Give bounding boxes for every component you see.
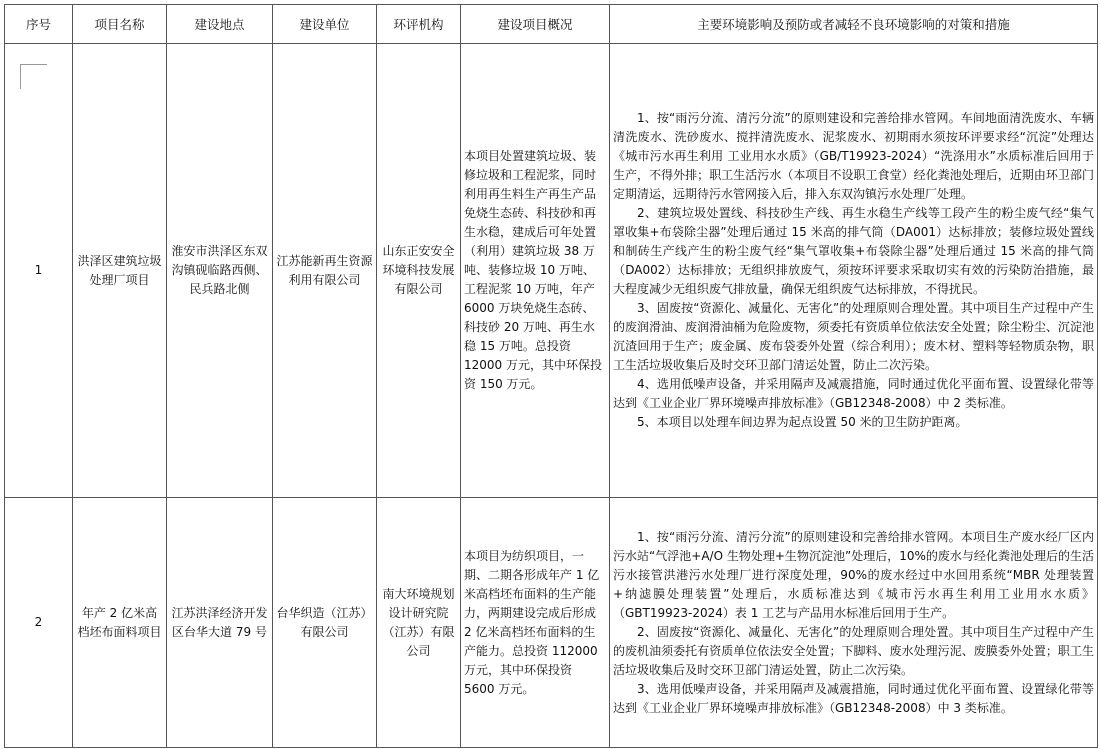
measure-item: 2、固废按“资源化、减量化、无害化”的处理原则合理处置。其中项目生产过程中产生的废机油须委托有资质单位依法安全处置；下脚料、废水处理污泥、废膜委外处置；职工生活垃圾收集后及时交环卫部门清运处置，防止二次污染。 xyxy=(613,624,1094,677)
row-measures xyxy=(610,498,1098,748)
measure-item: 1、按“雨污分流、清污分流”的原则建设和完善给排水管网。车间地面清洗废水、车辆清洗废水、洗砂废水、搅拌清洗废水、泥浆废水、初期雨水须按环评要求经“沉淀”处理达《城市污水再生利用 工业用水水质》（GB/T19923-2024）“洗涤用水”水质标准后回用于生产，不得外排；职工生活污水（本项目不设职工食堂）经化粪池处理后，近期由环卫部门定期清运，远期待污水管网接入后，排入东双沟镇污水处理厂处理。 xyxy=(613,111,1094,201)
header-builder: 建设单位 xyxy=(273,5,377,44)
measure-item: 2、建筑垃圾处置线、科技砂生产线、再生水稳生产线等工段产生的粉尘废气经“集气罩收集+布袋除尘器”处理后通过 15 米高的排气筒（DA001）达标排放；装修垃圾处置线和制砖生产线产生的粉尘废气经“集气罩收集+布袋除尘器”处理后通过 15 米高的排气筒（DA002）达标排放；无组织排放废气，须按环评要求采取切实有效的污染防治措施，最大程度减少无组织废气排放量，确保无组织废气达标排放，不得扰民。 xyxy=(613,206,1094,296)
row-project-name: 年产 2 亿米高档坯布面料项目 xyxy=(73,498,167,748)
row-agency: 南大环境规划设计研究院（江苏）有限公司 xyxy=(377,498,461,748)
row-location: 淮安市洪泽区东双沟镇砚临路西侧、民兵路北侧 xyxy=(167,44,273,498)
row-index: 2 xyxy=(5,498,73,748)
header-index: 序号 xyxy=(5,5,73,44)
measure-item: 3、选用低噪声设备，并采用隔声及减震措施，同时通过优化平面布置、设置绿化带等达到《工业企业厂界环境噪声排放标准》（GB12348-2008）中 3 类标准。 xyxy=(613,681,1094,715)
header-measures: 主要环境影响及预防或者减轻不良环境影响的对策和措施 xyxy=(610,5,1098,44)
row-overview: 本项目为纺织项目，一期、二期各形成年产 1 亿米高档坯布面料的生产能力，两期建设完成后形成 2 亿米高档坯布面料的生产能力。总投资 112000 万元，其中环保投资 5600 万元。 xyxy=(461,498,610,748)
measure-item: 1、按“雨污分流、清污分流”的原则建设和完善给排水管网。本项目生产废水经厂区内污水站“气浮池+A/O 生物处理+生物沉淀池”处理后，10%的废水与经化粪池处理后的生活污水接管洪港污水处理厂进行深度处理，90%的废水经过中水回用系统“MBR 处理装置+纳滤膜处理装置”处理后，水质标准达到《城市污水再生利用工业用水水质》（GBT19923-2024）表 1 工艺与产品用水标准后回用于生产。 xyxy=(613,529,1094,620)
measure-item: 5、本项目以处理车间边界为起点设置 50 米的卫生防护距离。 xyxy=(637,415,968,429)
row-measures xyxy=(610,44,1098,498)
row-builder: 台华织造（江苏）有限公司 xyxy=(273,498,377,748)
header-location: 建设地点 xyxy=(167,5,273,44)
row-index: 1 xyxy=(5,44,73,498)
table-row xyxy=(5,498,1098,748)
row-location: 江苏洪泽经济开发区台华大道 79 号 xyxy=(167,498,273,748)
row-project-name: 洪泽区建筑垃圾处理厂项目 xyxy=(73,44,167,498)
row-overview: 本项目处置建筑垃圾、装修垃圾和工程泥浆，同时利用再生料生产再生产品免烧生态砖、科技砂和再生水稳，建成后可年处置（利用）建筑垃圾 38 万吨、装修垃圾 10 万吨、工程泥浆 10 万吨，年产 6000 万块免烧生态砖、科技砂 20 万吨、再生水稳 15 万吨。总投资 12000 万元，其中环保投资 150 万元。 xyxy=(461,44,610,498)
header-project-name: 项目名称 xyxy=(73,5,167,44)
header-row xyxy=(5,5,1098,44)
measure-item: 4、选用低噪声设备，并采用隔声及减震措施，同时通过优化平面布置、设置绿化带等达到《工业企业厂界环境噪声排放标准》（GB12348-2008）中 2 类标准。 xyxy=(613,377,1094,410)
project-table xyxy=(4,4,1098,748)
row-agency: 山东正安安全环境科技发展有限公司 xyxy=(377,44,461,498)
measure-item: 3、固废按“资源化、减量化、无害化”的处理原则合理处置。其中项目生产过程中产生的废润滑油、废润滑油桶为危险废物，须委托有资质单位依法安全处置；除尘粉尘、沉淀池沉渣回用于生产；废金属、废布袋委外处置（综合利用）；废木材、塑料等轻物质杂物，职工生活垃圾收集后及时交环卫部门清运处置，防止二次污染。 xyxy=(613,301,1094,372)
row-builder: 江苏能新再生资源利用有限公司 xyxy=(273,44,377,498)
header-agency: 环评机构 xyxy=(377,5,461,44)
header-overview: 建设项目概况 xyxy=(461,5,610,44)
table-row xyxy=(5,44,1098,498)
